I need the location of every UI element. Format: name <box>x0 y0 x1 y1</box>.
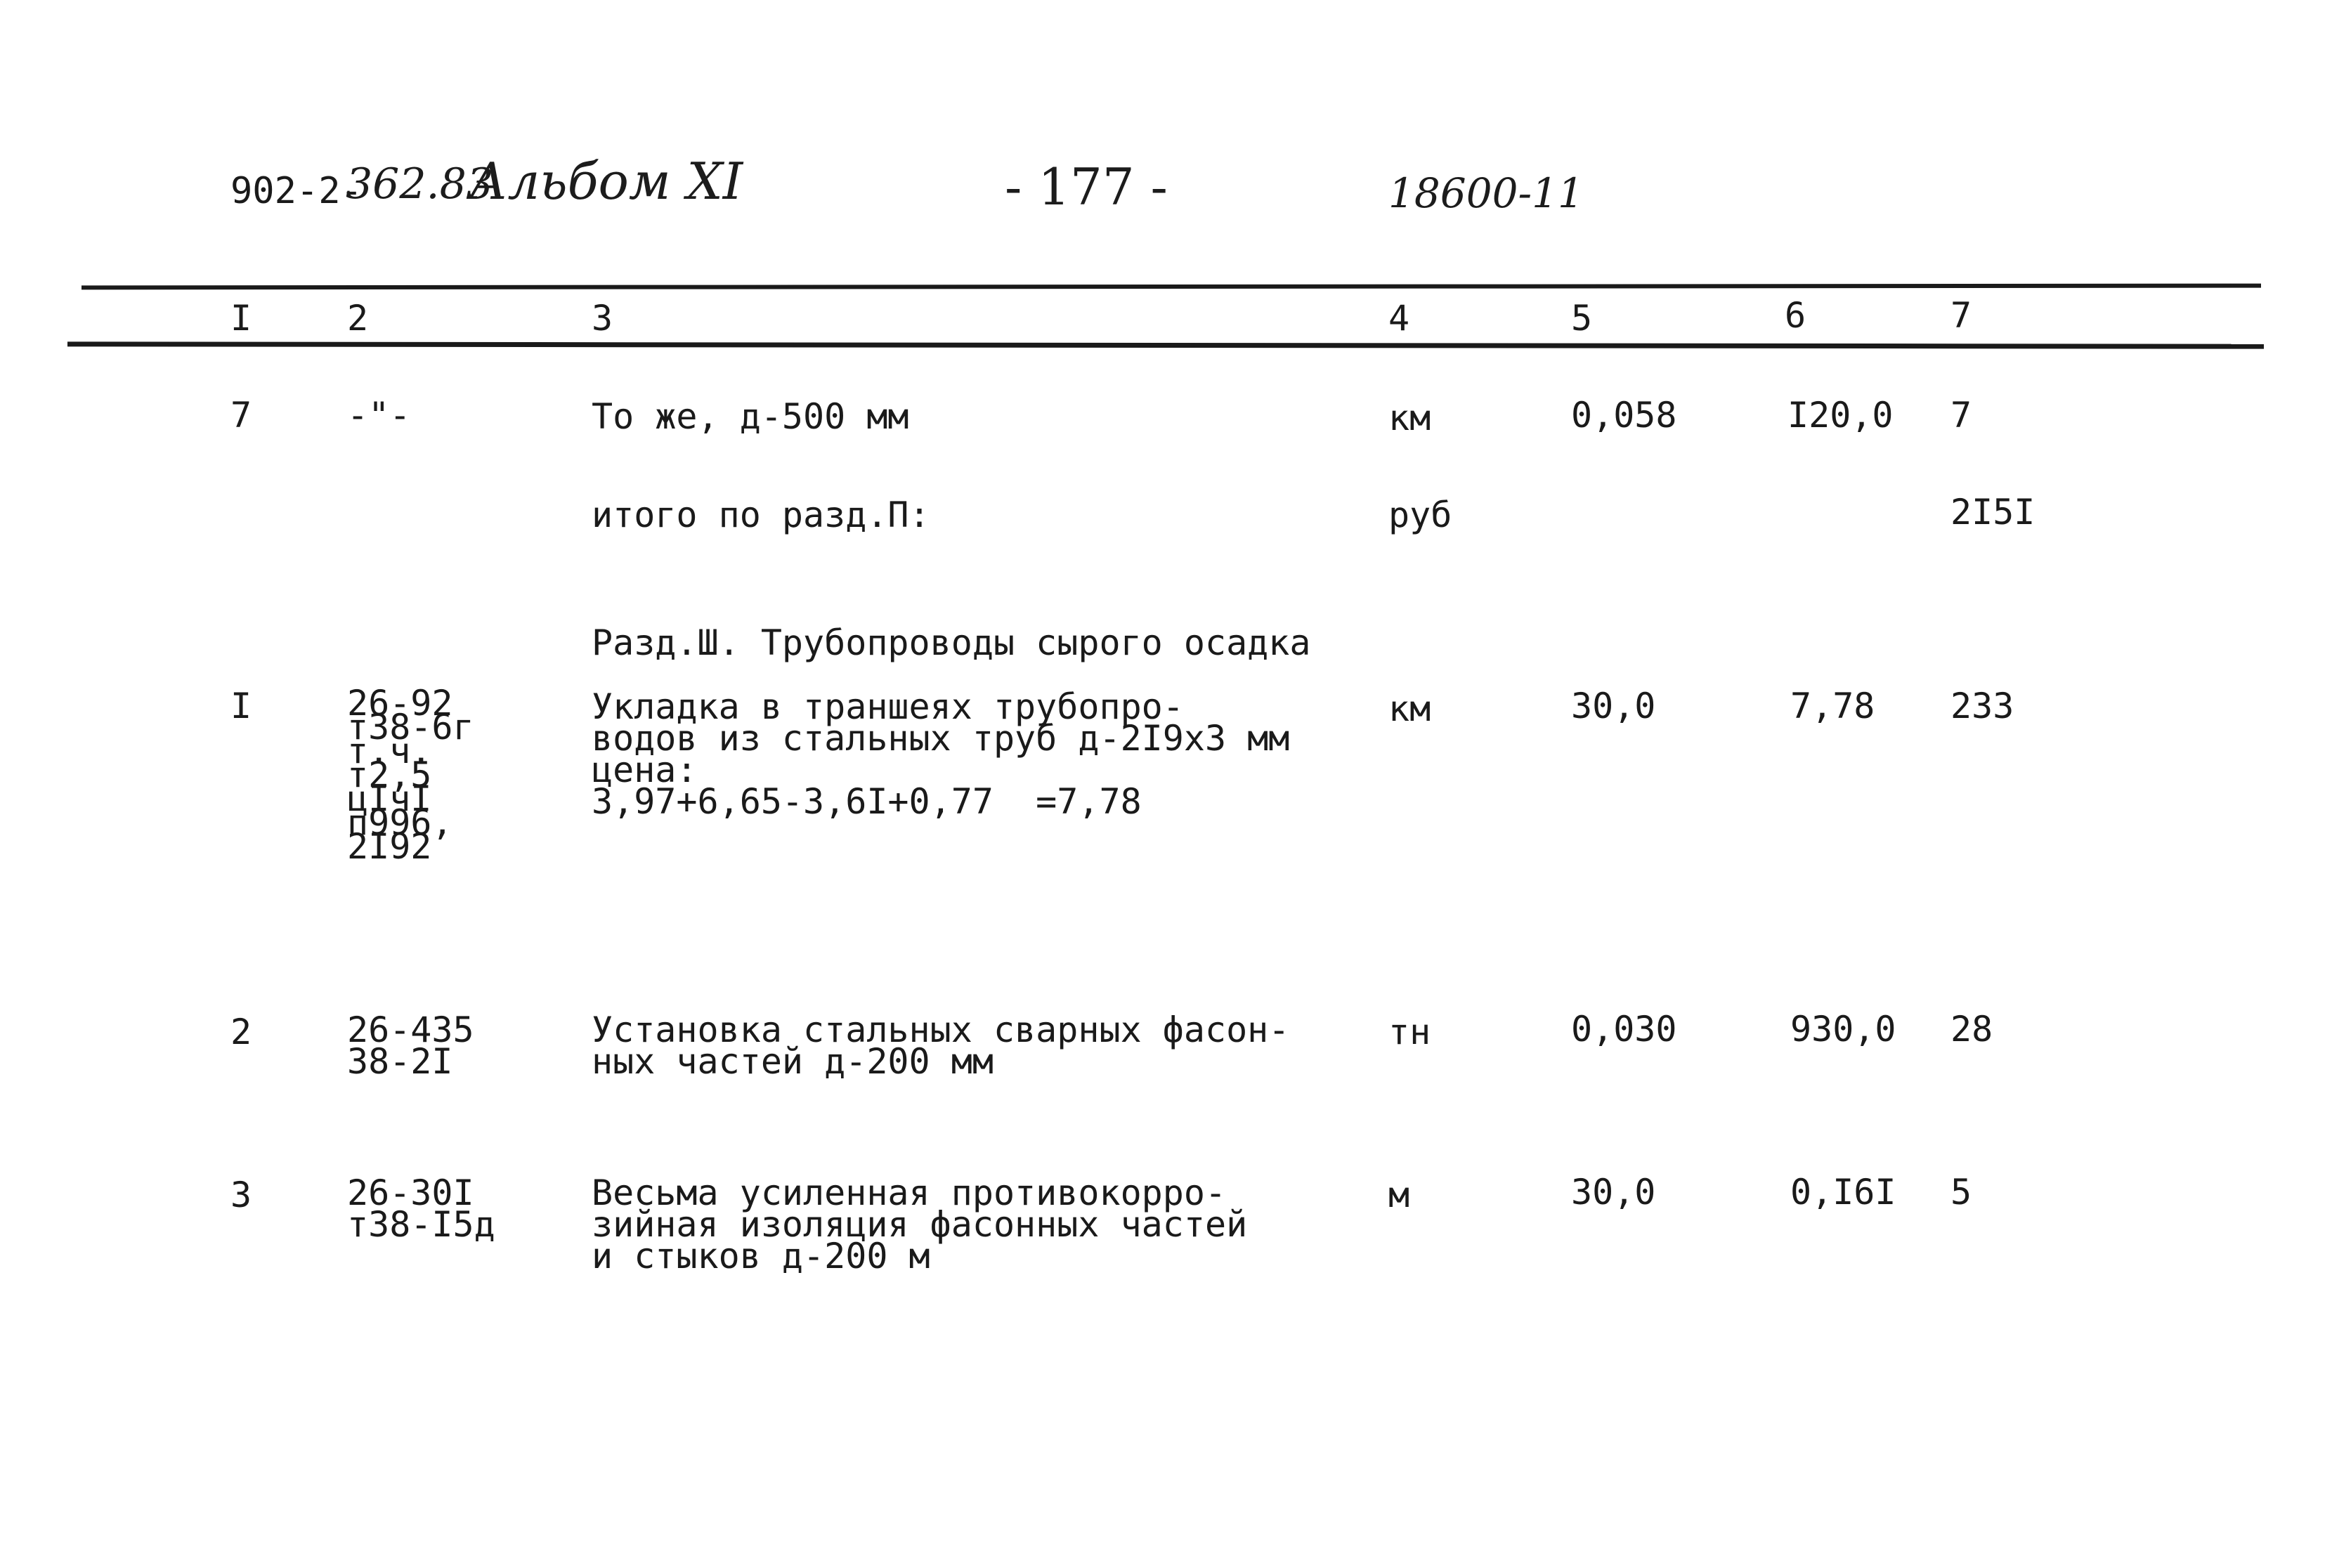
table-row-5-price: 0,I6I <box>1790 1172 1896 1213</box>
column-header-2: 2 <box>347 298 369 339</box>
table-row-5-num: 3 <box>230 1175 252 1215</box>
column-header-3: 3 <box>592 298 613 339</box>
table-row-1-total: 7 <box>1950 395 1972 436</box>
subtotal-total: 2I5I <box>1950 492 2035 533</box>
section-title: Разд.Ш. Трубопроводы сырого осадка <box>592 622 1311 663</box>
column-header-6: 6 <box>1785 295 1806 336</box>
column-header-1: I <box>230 298 252 339</box>
column-header-4: 4 <box>1388 298 1410 339</box>
table-row-1-code: -"- <box>347 395 411 436</box>
column-header-5: 5 <box>1571 298 1593 339</box>
table-row-3-total: 233 <box>1950 686 2014 726</box>
table-row-3-code: 26-92 т38-6г т.ч. т2,5 цIчI п996, 2I92 <box>347 683 474 867</box>
table-row-5-qty: 30,0 <box>1571 1172 1656 1213</box>
document-code-handwritten: 362.83 <box>346 159 493 209</box>
table-row-4-desc: Установка стальных сварных фасон- ных частей д-200 мм <box>592 1010 1290 1082</box>
table-row-4-total: 28 <box>1950 1009 1993 1050</box>
table-row-1-price: I20,0 <box>1787 395 1894 436</box>
album-number-handwritten: Альбом XI <box>469 152 743 211</box>
table-top-rule <box>82 284 2261 290</box>
table-row-5-code: 26-30I т38-I5д <box>347 1172 495 1245</box>
column-header-7: 7 <box>1950 295 1972 336</box>
table-row-3-desc: Укладка в траншеях трубопро- водов из стальных труб д-2I9х3 мм цена: 3,97+6,65-3,6I+0,77 =7,78 <box>592 686 1290 822</box>
table-row-4-unit: тн <box>1388 1012 1431 1052</box>
table-row-1-desc: То же, д-500 мм <box>592 396 909 437</box>
subtotal-unit: руб <box>1388 495 1452 535</box>
page-number: - 177 - <box>1005 157 1168 216</box>
table-row-4-price: 930,0 <box>1790 1009 1896 1050</box>
table-row-3-unit: км <box>1388 688 1431 729</box>
table-row-1-num: 7 <box>230 395 252 436</box>
table-row-3-num: I <box>230 686 252 726</box>
table-header-bottom-rule <box>67 341 2264 348</box>
table-row-5-unit: м <box>1388 1175 1410 1215</box>
table-row-5-desc: Весьма усиленная противокорро- зийная изоляция фасонных частей и стыков д-200 м <box>592 1172 1248 1276</box>
archive-number-handwritten: 18600-11 <box>1388 169 1584 217</box>
table-row-1-unit: км <box>1388 398 1431 438</box>
table-row-1-qty: 0,058 <box>1571 395 1677 436</box>
table-row-3-qty: 30,0 <box>1571 686 1656 726</box>
subtotal-label: итого по разд.П: <box>592 495 930 535</box>
table-row-4-code: 26-435 38-2I <box>347 1010 474 1082</box>
table-row-4-qty: 0,030 <box>1571 1009 1677 1050</box>
document-code: 902-2- <box>230 170 363 212</box>
table-row-5-total: 5 <box>1950 1172 1972 1213</box>
table-row-3-price: 7,78 <box>1790 686 1875 726</box>
table-row-4-num: 2 <box>230 1012 252 1052</box>
